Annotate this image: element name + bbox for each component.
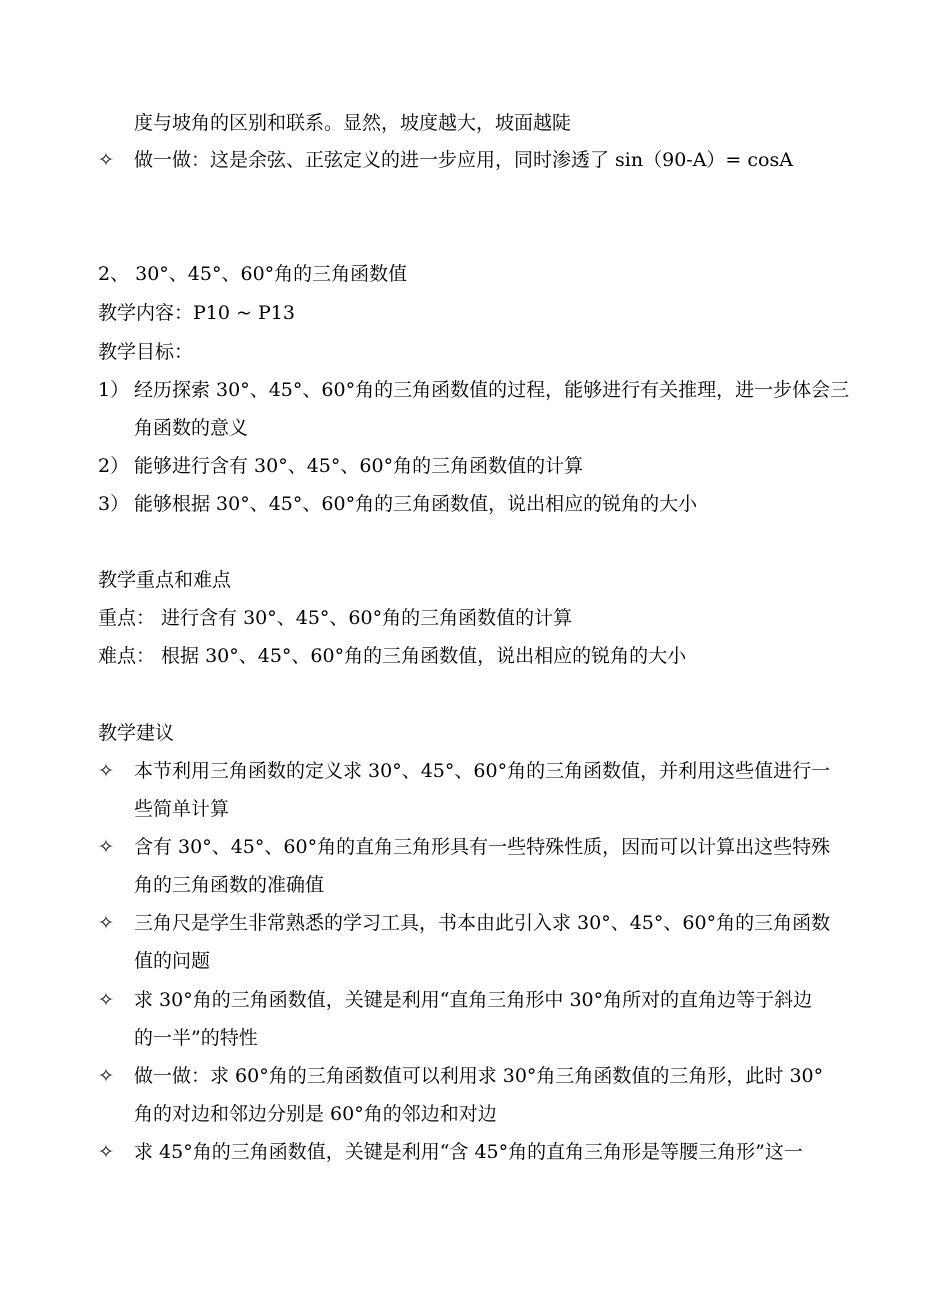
section-title: 2、 30°、45°、60°角的三角函数值 — [98, 263, 408, 285]
bullet-icon: ✧ — [98, 989, 114, 1011]
goal-number: 2） — [98, 455, 130, 477]
goals-heading: 教学目标： — [98, 341, 194, 363]
text-line: 角的三角函数的准确值 — [134, 874, 325, 896]
bullet-item — [98, 834, 858, 860]
key-point: 重点： 进行含有 30°、45°、60°角的三角函数值的计算 — [98, 607, 573, 629]
text-line: 求 30°角的三角函数值，关键是利用“直角三角形中 30°角所对的直角边等于斜边 — [134, 989, 813, 1011]
suggest-heading: 教学建议 — [98, 722, 175, 744]
bullet-item-continuation — [98, 1025, 858, 1051]
text-line: 角的对边和邻边分别是 60°角的邻边和对边 — [134, 1103, 497, 1125]
bullet-item-continuation — [98, 948, 858, 974]
text-line: 三角尺是学生非常熟悉的学习工具，书本由此引入求 30°、45°、60°角的三角函数 — [134, 912, 831, 934]
bullet-item-continuation — [98, 796, 858, 822]
text-line: 能够根据 30°、45°、60°角的三角函数值，说出相应的锐角的大小 — [134, 493, 698, 515]
bullet-item — [98, 1063, 858, 1089]
text-line: 做一做：这是余弦、正弦定义的进一步应用，同时渗透了 sin（90-A）= cosA — [134, 149, 793, 171]
bullet-icon: ✧ — [98, 1141, 114, 1163]
bullet-item-continuation — [98, 1101, 858, 1127]
text-line: 能够进行含有 30°、45°、60°角的三角函数值的计算 — [134, 455, 584, 477]
goal-item — [98, 377, 858, 403]
bullet-item — [98, 910, 858, 936]
bullet-item-continuation — [98, 872, 858, 898]
bullet-icon: ✧ — [98, 912, 114, 934]
goal-item — [98, 453, 858, 479]
bullet-item — [98, 758, 858, 784]
keypoints-heading: 教学重点和难点 — [98, 569, 232, 591]
text-line: 些简单计算 — [134, 798, 230, 820]
teaching-content: 教学内容：P10 ~ P13 — [98, 302, 295, 324]
text-line: 度与坡角的区别和联系。显然，坡度越大，坡面越陡 — [134, 112, 572, 134]
difficult-point: 难点： 根据 30°、45°、60°角的三角函数值，说出相应的锐角的大小 — [98, 645, 687, 667]
goal-number: 1） — [98, 379, 130, 401]
bullet-item — [98, 147, 858, 173]
text-line: 求 45°角的三角函数值，关键是利用“含 45°角的直角三角形是等腰三角形”这一 — [134, 1141, 803, 1163]
bullet-item — [98, 987, 858, 1013]
text-line: 角函数的意义 — [134, 417, 249, 439]
goal-item-continuation — [98, 415, 858, 441]
goal-item — [98, 491, 858, 517]
text-line: 做一做：求 60°角的三角函数值可以利用求 30°角三角函数值的三角形，此时 30° — [134, 1065, 824, 1087]
text-line: 值的问题 — [134, 950, 211, 972]
text-line: 含有 30°、45°、60°角的直角三角形具有一些特殊性质，因而可以计算出这些特殊 — [134, 836, 831, 858]
bullet-icon: ✧ — [98, 149, 114, 171]
paragraph-continuation — [98, 110, 858, 136]
goal-number: 3） — [98, 493, 130, 515]
text-line: 经历探索 30°、45°、60°角的三角函数值的过程，能够进行有关推理，进一步体会三 — [134, 379, 850, 401]
bullet-icon: ✧ — [98, 1065, 114, 1087]
text-line: 本节利用三角函数的定义求 30°、45°、60°角的三角函数值，并利用这些值进行一 — [134, 760, 831, 782]
text-line: 的一半”的特性 — [134, 1027, 258, 1049]
bullet-icon: ✧ — [98, 760, 114, 782]
bullet-icon: ✧ — [98, 836, 114, 858]
bullet-item — [98, 1139, 858, 1165]
